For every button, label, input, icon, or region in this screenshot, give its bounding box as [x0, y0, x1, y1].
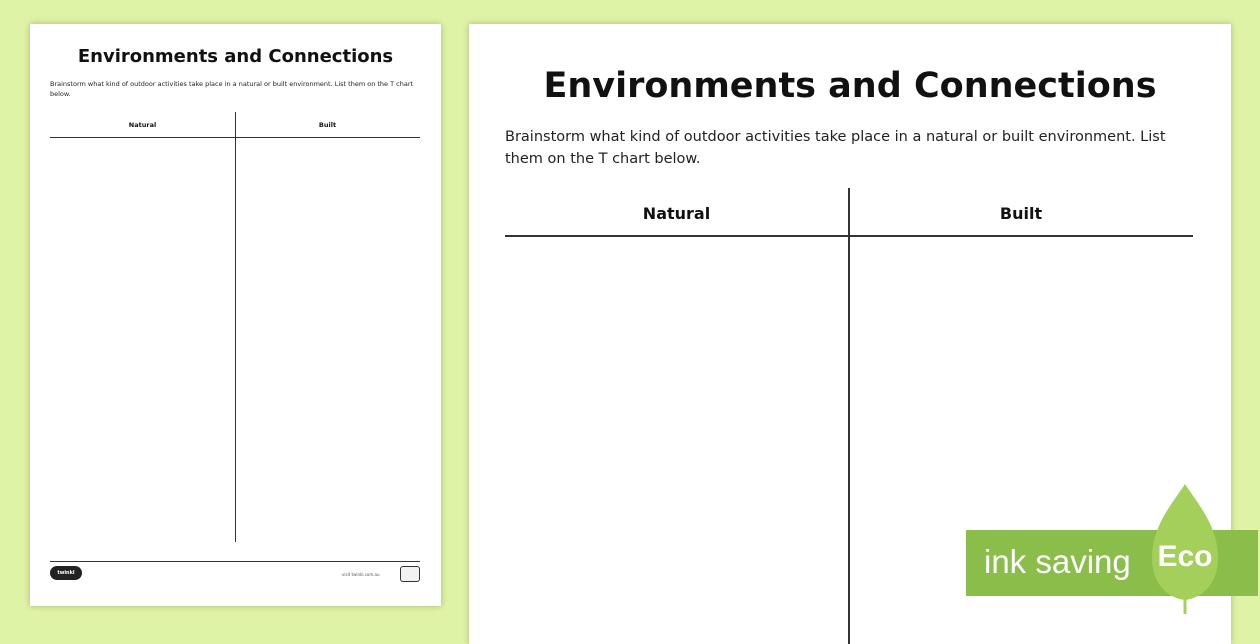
- footer-badge-icon: [400, 566, 420, 582]
- eco-ink-saving-badge: [966, 482, 1258, 616]
- column-header-natural: Natural: [642, 204, 711, 223]
- worksheet-thumbnail[interactable]: [30, 24, 441, 606]
- thumbnail-column-built: Built: [318, 121, 337, 129]
- t-chart-vertical-rule: [848, 188, 850, 644]
- column-header-built: Built: [999, 204, 1043, 223]
- thumbnail-column-natural: Natural: [128, 121, 157, 129]
- thumbnail-title: Environments and Connections: [77, 46, 394, 67]
- t-chart-vertical-rule: [235, 112, 236, 542]
- footer-url: visit twinkl.com.au: [342, 572, 380, 577]
- worksheet-instructions: Brainstorm what kind of outdoor activities take place in a natural or built environment. List them on the T chart below.: [505, 129, 1166, 167]
- footer-divider: [50, 561, 420, 562]
- ink-saving-label: ink saving: [984, 543, 1131, 580]
- page-title: Environments and Connections: [543, 66, 1157, 106]
- thumbnail-instructions: Brainstorm what kind of outdoor activities take place in a natural or built environment. List them on the T chart below.: [50, 80, 414, 98]
- eco-label: Eco: [1157, 540, 1213, 573]
- twinkl-logo: twinkl: [50, 566, 82, 580]
